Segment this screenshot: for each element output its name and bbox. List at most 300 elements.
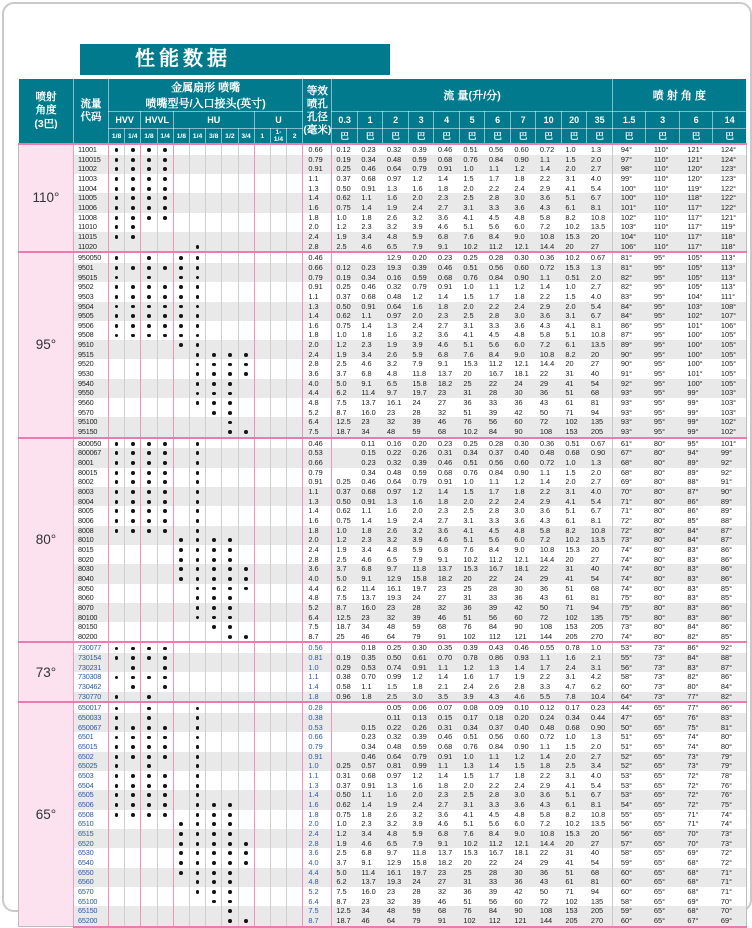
spray-angle-value-cell: 105° [713,350,747,360]
availability-dot [228,635,232,639]
flow-value-cell: 1.2 [510,282,536,292]
spray-angle-value-cell: 72° [679,790,713,800]
availability-dot-cell [270,164,286,174]
availability-dot-cell [254,516,270,526]
spray-angle-value-cell: 83° [713,713,747,723]
availability-dot-cell [189,771,205,781]
availability-dot [115,225,119,229]
flow-code-cell: 65100 [74,897,109,907]
flow-value-cell: 68 [434,427,460,438]
flow-value-cell: 205 [587,906,613,916]
flow-value-cell: 3.1 [459,516,485,526]
flow-value-cell: 0.32 [383,282,409,292]
availability-dot [147,158,151,162]
flow-value-cell: 6.1 [561,516,587,526]
availability-dot [115,813,119,817]
header-pressure-unit: 巴 [383,129,409,145]
flow-value-cell: 13.7 [357,398,383,408]
availability-dot-cell [206,574,222,584]
flow-value-cell: 2.5 [332,848,358,858]
availability-dot-cell [206,761,222,771]
availability-dot-cell [287,252,303,263]
flow-value-cell: 0.90 [587,723,613,733]
availability-dot [147,656,151,660]
availability-dot-cell [287,771,303,781]
flow-value-cell: 0.23 [357,263,383,273]
availability-dot-cell [125,506,141,516]
flow-value-cell: 1.8 [408,682,434,692]
flow-value-cell: 1.8 [357,330,383,340]
flow-value-cell: 0.96 [332,692,358,703]
flow-value-cell: 1.6 [408,497,434,507]
flow-value-cell: 27 [434,398,460,408]
availability-dot-cell [173,321,189,331]
availability-dot-cell [173,632,189,643]
table-row [19,438,747,449]
availability-dot-cell [206,408,222,418]
availability-dot-cell [206,340,222,350]
availability-dot-cell [189,702,205,713]
orifice-diameter-cell: 4.8 [303,398,332,408]
flow-value-cell: 0.50 [332,790,358,800]
availability-dot [179,577,183,581]
flow-value-cell: 3.6 [434,810,460,820]
flow-value-cell: 0.56 [485,263,511,273]
flow-value-cell: 1.9 [383,516,409,526]
spray-angle-value-cell: 105° [679,263,713,273]
availability-dot-cell [173,858,189,868]
availability-dot [196,382,200,386]
flow-value-cell: 1.1 [536,273,562,283]
spray-angle-value-cell: 53° [612,790,646,800]
availability-dot-cell [254,819,270,829]
flow-code-cell: 6510 [74,819,109,829]
availability-dot-cell [173,232,189,242]
availability-dot [212,558,216,562]
availability-dot-cell [173,761,189,771]
flow-value-cell: 0.62 [332,193,358,203]
availability-dot-cell [189,252,205,263]
orifice-diameter-cell: 4.4 [303,868,332,878]
flow-value-cell: 1.8 [510,174,536,184]
spray-angle-value-cell: 53° [612,771,646,781]
flow-value-cell: 0.28 [485,438,511,449]
spray-angle-value-cell: 77° [679,702,713,713]
flow-value-cell: 13.7 [434,848,460,858]
availability-dot-cell [238,713,254,723]
availability-dot [196,451,200,455]
availability-dot-cell [189,839,205,849]
flow-value-cell: 4.8 [383,232,409,242]
flow-value-cell: 28 [408,408,434,418]
flow-value-cell: 36 [510,593,536,603]
flow-value-cell: 4.1 [561,321,587,331]
availability-dot [196,548,200,552]
flow-value-cell: 0.23 [357,458,383,468]
availability-dot [228,861,232,865]
availability-dot-cell [222,193,238,203]
flow-value-cell: 16.7 [485,369,511,379]
availability-dot [196,755,200,759]
availability-dot [196,305,200,309]
flow-value-cell: 27 [587,359,613,369]
flow-value-cell: 6.0 [510,819,536,829]
flow-value-cell: 18.2 [434,379,460,389]
availability-dot-cell [189,642,205,653]
availability-dot-cell [189,810,205,820]
availability-dot-cell [270,252,286,263]
availability-dot [196,392,200,396]
availability-dot-cell [287,603,303,613]
flow-value-cell: 0.40 [510,448,536,458]
availability-dot-cell [206,584,222,594]
flow-value-cell: 0.34 [357,742,383,752]
availability-dot-cell [173,702,189,713]
availability-dot-cell [206,242,222,253]
availability-dot-cell [270,203,286,213]
orifice-diameter-cell: 1.4 [303,311,332,321]
availability-dot-cell [189,632,205,643]
availability-dot-cell [189,732,205,742]
flow-value-cell: 25 [459,868,485,878]
availability-dot [131,314,135,318]
flow-value-cell: 94 [587,603,613,613]
availability-dot-cell [206,448,222,458]
availability-dot-cell [157,232,173,242]
availability-dot-cell [270,144,286,155]
spray-angle-value-cell: 83° [679,603,713,613]
flow-value-cell: 0.23 [587,702,613,713]
availability-dot-cell [109,653,125,663]
availability-dot-cell [141,448,157,458]
availability-dot-cell [287,868,303,878]
flow-value-cell: 23 [357,897,383,907]
spray-angle-value-cell: 72° [612,526,646,536]
flow-code-cell: 650033 [74,713,109,723]
availability-dot-cell [125,771,141,781]
availability-dot [244,372,248,376]
flow-value-cell: 6.1 [561,340,587,350]
flow-value-cell: 50 [536,887,562,897]
spray-angle-value-cell: 73° [713,829,747,839]
spray-angle-value-cell: 55° [612,653,646,663]
availability-dot-cell [222,273,238,283]
availability-dot-cell [109,877,125,887]
flow-value-cell: 0.97 [383,771,409,781]
availability-dot-cell [222,164,238,174]
availability-dot-cell [287,273,303,283]
availability-dot [147,529,151,533]
availability-dot-cell [287,545,303,555]
availability-dot-cell [125,263,141,273]
spray-angle-value-cell: 73° [646,692,680,703]
availability-dot [228,890,232,894]
availability-dot-cell [173,448,189,458]
availability-dot-cell [222,663,238,673]
availability-dot-cell [109,742,125,752]
flow-value-cell: 91 [434,916,460,927]
flow-value-cell: 15.8 [408,858,434,868]
availability-dot-cell [141,810,157,820]
flow-value-cell: 2.1 [434,682,460,692]
availability-dot-cell [206,622,222,632]
availability-dot-cell [173,506,189,516]
availability-dot [115,442,119,446]
availability-dot-cell [173,663,189,673]
availability-dot-cell [109,663,125,673]
flow-value-cell: 27 [587,839,613,849]
flow-value-cell: 205 [561,916,587,927]
orifice-diameter-cell: 1.6 [303,321,332,331]
availability-dot-cell [189,311,205,321]
availability-dot-cell [287,713,303,723]
table-row [19,723,747,733]
spray-angle-value-cell: 100° [679,359,713,369]
spray-angle-value-cell: 99° [679,417,713,427]
flow-value-cell: 205 [587,427,613,438]
availability-dot-cell [189,448,205,458]
availability-dot-cell [109,184,125,194]
spray-angle-value-cell: 72° [713,848,747,858]
spray-angle-value-cell: 111° [713,292,747,302]
flow-code-cell: 8006 [74,516,109,526]
spray-angle-value-cell: 65° [646,829,680,839]
flow-value-cell [332,438,358,449]
orifice-diameter-cell: 1.1 [303,487,332,497]
spray-angle-value-cell: 103° [713,398,747,408]
flow-value-cell: 23 [434,868,460,878]
flow-value-cell: 2.0 [587,468,613,478]
availability-dot-cell [254,427,270,438]
availability-dot-cell [254,144,270,155]
flow-value-cell: 2.0 [408,506,434,516]
availability-dot-cell [238,468,254,478]
header-pressure-unit: 巴 [434,129,460,145]
spray-angle-value-cell: 105° [679,252,713,263]
availability-dot-cell [206,642,222,653]
availability-dot-cell [157,829,173,839]
flow-value-cell: 9.1 [434,839,460,849]
spray-angle-value-cell: 110° [646,174,680,184]
availability-dot-cell [254,408,270,418]
availability-dot [131,158,135,162]
availability-dot-cell [125,242,141,253]
flow-value-cell: 4.0 [587,771,613,781]
availability-dot-cell [189,526,205,536]
availability-dot-cell [157,771,173,781]
spray-angle-value-cell: 102° [612,213,646,223]
section-angle-label: 95° [19,252,74,437]
flow-value-cell: 13.7 [357,877,383,887]
flow-value-cell: 2.4 [510,781,536,791]
spray-angle-value-cell: 92° [713,642,747,653]
availability-dot [115,774,119,778]
availability-dot [163,167,167,171]
flow-value-cell: 7.9 [408,359,434,369]
flow-code-cell: 6560 [74,877,109,887]
flow-value-cell: 3.3 [485,800,511,810]
availability-dot [179,305,183,309]
availability-dot-cell [125,800,141,810]
availability-dot [212,538,216,542]
spray-angle-value-cell: 80° [646,506,680,516]
availability-dot-cell [157,632,173,643]
flow-value-cell: 0.97 [383,174,409,184]
availability-dot-cell [222,829,238,839]
availability-dot-cell [287,263,303,273]
spray-angle-value-cell: 80° [646,564,680,574]
availability-dot [196,880,200,884]
availability-dot-cell [206,379,222,389]
table-row [19,790,747,800]
flow-value-cell: 3.3 [485,203,511,213]
availability-dot [196,295,200,299]
flow-value-cell: 2.4 [510,302,536,312]
spray-angle-value-cell: 74° [612,574,646,584]
availability-dot [179,851,183,855]
table-row [19,408,747,418]
spray-angle-value-cell: 58° [612,897,646,907]
availability-dot-cell [222,555,238,565]
availability-dot-cell [254,702,270,713]
availability-dot-cell [206,369,222,379]
availability-dot-cell [189,574,205,584]
availability-dot-cell [173,574,189,584]
spray-angle-value-cell: 68° [679,877,713,887]
flow-value-cell: 27 [587,555,613,565]
availability-dot [244,353,248,357]
flow-value-cell: 1.7 [485,292,511,302]
flow-code-cell: 650067 [74,723,109,733]
flow-value-cell: 0.19 [332,273,358,283]
availability-dot-cell [173,672,189,682]
availability-dot-cell [157,868,173,878]
availability-dot-cell [206,388,222,398]
table-row [19,232,747,242]
availability-dot [244,635,248,639]
availability-dot-cell [141,906,157,916]
availability-dot-cell [125,702,141,713]
table-row [19,732,747,742]
availability-dot [179,314,183,318]
flow-value-cell: 0.99 [408,761,434,771]
flow-value-cell: 2.7 [587,164,613,174]
availability-dot [115,500,119,504]
availability-dot-cell [157,810,173,820]
flow-value-cell: 36 [510,877,536,887]
availability-dot-cell [270,622,286,632]
availability-dot-cell [173,613,189,623]
flow-value-cell: 0.05 [383,702,409,713]
flow-value-cell: 11.2 [485,555,511,565]
availability-dot-cell [270,359,286,369]
availability-dot-cell [254,388,270,398]
header-inlet-size: 1/8 [173,129,189,145]
availability-dot-cell [189,164,205,174]
flow-value-cell: 0.12 [332,263,358,273]
availability-dot [212,813,216,817]
availability-dot-cell [254,369,270,379]
availability-dot [228,880,232,884]
availability-dot-cell [173,292,189,302]
availability-dot-cell [157,311,173,321]
spray-angle-value-cell: 104° [612,232,646,242]
availability-dot-cell [206,555,222,565]
availability-dot-cell [109,164,125,174]
availability-dot-cell [238,663,254,673]
orifice-diameter-cell: 1.4 [303,682,332,692]
spray-angle-value-cell: 69° [679,848,713,858]
availability-dot-cell [125,340,141,350]
header-pressure-unit: 巴 [408,129,434,145]
flow-value-cell: 39 [485,887,511,897]
availability-dot-cell [238,292,254,302]
flow-value-cell: 12.1 [510,555,536,565]
availability-dot-cell [287,742,303,752]
spray-angle-value-cell: 110° [646,213,680,223]
flow-value-cell: 2.8 [485,311,511,321]
flow-value-cell: 0.39 [408,732,434,742]
spray-angle-value-cell: 99° [679,408,713,418]
spray-angle-value-cell: 103° [713,388,747,398]
flow-value-cell: 3.6 [510,321,536,331]
availability-dot-cell [287,613,303,623]
availability-dot-cell [270,477,286,487]
availability-dot-cell [238,584,254,594]
flow-value-cell: 68 [434,622,460,632]
availability-dot-cell [254,555,270,565]
availability-dot-cell [173,155,189,165]
flow-value-cell: 5.5 [536,692,562,703]
availability-dot-cell [173,468,189,478]
availability-dot-cell [173,417,189,427]
flow-value-cell: 72 [536,417,562,427]
flow-value-cell: 39 [485,603,511,613]
flow-value-cell: 0.22 [383,723,409,733]
header-inlet-size: 1-1/4 [270,129,286,145]
availability-dot [196,851,200,855]
spray-angle-value-cell: 80° [646,632,680,643]
flow-value-cell: 2.8 [510,682,536,692]
spray-angle-value-cell: 89° [713,497,747,507]
flow-value-cell: 22 [536,369,562,379]
flow-value-cell: 0.79 [408,752,434,762]
orifice-diameter-cell: 1.4 [303,790,332,800]
table-row [19,593,747,603]
availability-dot-cell [254,642,270,653]
availability-dot-cell [173,359,189,369]
availability-dot-cell [189,752,205,762]
flow-value-cell: 42 [510,408,536,418]
availability-dot-cell [254,535,270,545]
availability-dot-cell [254,263,270,273]
spray-angle-value-cell: 105° [713,330,747,340]
availability-dot-cell [270,564,286,574]
availability-dot-cell [238,810,254,820]
flow-value-cell: 3.7 [332,858,358,868]
flow-value-cell: 4.8 [510,810,536,820]
flow-value-cell: 18.7 [332,916,358,927]
flow-value-cell: 0.12 [332,144,358,155]
availability-dot-cell [270,379,286,389]
flow-value-cell: 23 [357,417,383,427]
availability-dot-cell [254,829,270,839]
spray-angle-value-cell: 93° [612,408,646,418]
availability-dot-cell [287,417,303,427]
flow-value-cell: 12.5 [332,906,358,916]
table-row [19,330,747,340]
flow-value-cell: 1.6 [561,653,587,663]
